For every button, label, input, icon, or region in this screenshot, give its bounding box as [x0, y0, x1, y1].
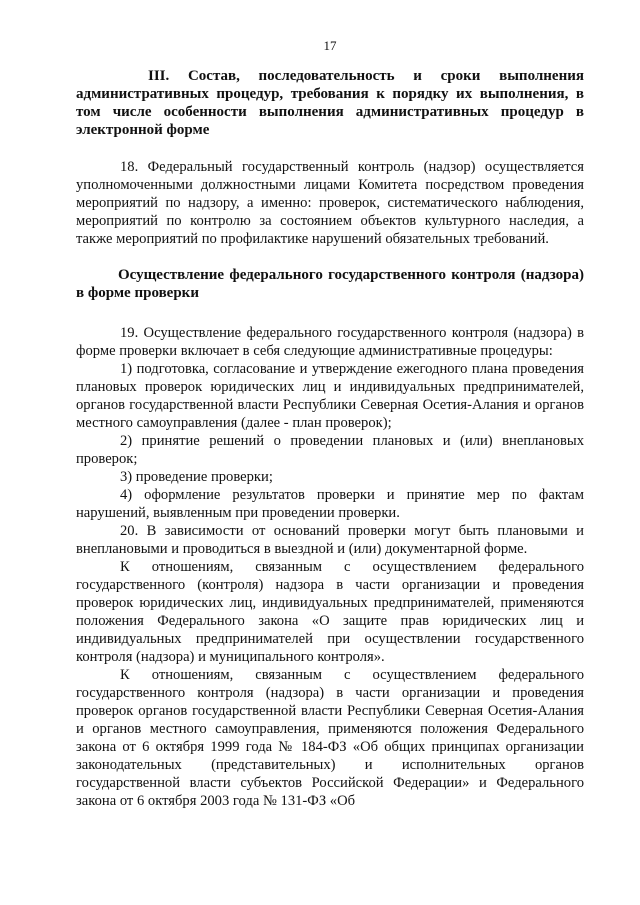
list-item-3: 3) проведение проверки; — [120, 469, 273, 485]
list-item-4: 4) оформление результатов проверки и принятие мер по фактам нарушений, выявленным при проведении проверки. — [76, 487, 584, 521]
list-item-2: 2) принятие решений о проведении плановых и (или) внеплановых проверок; — [76, 433, 584, 467]
paragraph-20: 20. В зависимости от оснований проверки могут быть плановыми и внеплановыми и проводиться в выездной и (или) документарной форме. — [76, 523, 584, 557]
paragraph-18: 18. Федеральный государственный контроль (надзор) осуществляется уполномоченными должностными лицами Комитета посредством проведения мероприятий по надзору, а именно: проверок, систематического наблюдения, мероприятий по контролю за состоянием объектов культурного наследия, а также мероприятий по профилактике нарушений обязательных требований. — [76, 159, 584, 247]
paragraph-relations-authorities: К отношениям, связанным с осуществлением федерального государственного контроля (надзора) в части организации и проведения проверок органов государственной власти Республики Северная Осетия-Алания и органов местного самоуправления, применяются положения Федерального закона от 6 октября 1999 года № 184-ФЗ «Об общих принципах организации законодательных (представительных) и исполнительных органов государственной власти субъектов Российской Федерации» и Федерального закона от 6 октября 2003 года № 131-ФЗ «Об — [76, 667, 584, 809]
subsection-heading: Осуществление федерального государственного контроля (надзора) в форме проверки — [76, 267, 584, 301]
paragraph-19: 19. Осуществление федерального государственного контроля (надзора) в форме проверки включает в себя следующие административные процедуры: — [76, 325, 584, 359]
page-number: 17 — [323, 38, 337, 53]
paragraph-relations-business: К отношениям, связанным с осуществлением федерального государственного (контроля) надзора в части организации и проведения проверок юридических лиц, индивидуальных предпринимателей, применяются положения Федерального закона «О защите прав юридических лиц и индивидуальных предпринимателей при осуществлении государственного контроля (надзора) и муниципального контроля». — [76, 559, 584, 665]
section-heading: III. Состав, последовательность и сроки выполнения административных процедур, требования к порядку их выполнения, в том числе особенности выполнения административных процедур в электронной форме — [76, 68, 584, 138]
list-item-1: 1) подготовка, согласование и утверждение ежегодного плана проведения плановых проверок юридических лиц и индивидуальных предпринимателей, органов государственной власти Республики Северная Осетия-Алания и органов местного самоуправления (далее - план проверок); — [76, 361, 584, 431]
